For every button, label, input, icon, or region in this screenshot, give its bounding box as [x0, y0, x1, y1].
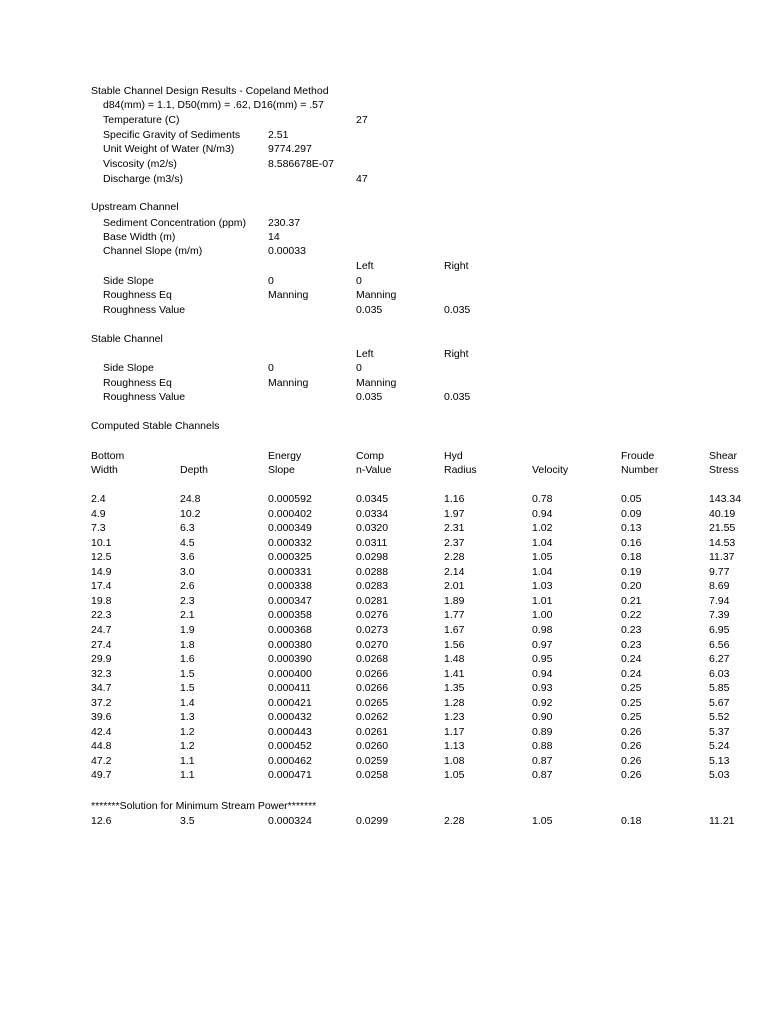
cell-velocity: 0.78: [532, 493, 553, 505]
solution-cell-bottom-width: 12.6: [91, 815, 112, 827]
viscosity-label: Viscosity (m2/s): [103, 158, 177, 170]
cell-hyd-radius: 1.13: [444, 740, 465, 752]
cell-comp-n-value: 0.0258: [356, 769, 389, 781]
solution-heading: *******Solution for Minimum Stream Power*******: [91, 800, 317, 812]
sediment-concentration-label: Sediment Concentration (ppm): [103, 217, 246, 229]
cell-velocity: 1.05: [532, 551, 553, 563]
cell-froude-number: 0.21: [621, 595, 642, 607]
upstream-roughness-value-label: Roughness Value: [103, 304, 186, 316]
cell-hyd-radius: 2.31: [444, 522, 465, 534]
col-header-hyd: Hyd: [444, 450, 463, 462]
cell-shear-stress: 21.55: [709, 522, 736, 534]
upstream-side-slope-left: 0: [356, 275, 362, 287]
cell-velocity: 1.02: [532, 522, 553, 534]
stable-right-header: Right: [444, 348, 469, 360]
cell-velocity: 0.95: [532, 653, 553, 665]
cell-depth: 1.1: [180, 769, 195, 781]
cell-shear-stress: 5.37: [709, 726, 730, 738]
cell-comp-n-value: 0.0260: [356, 740, 389, 752]
stable-side-slope-center: 0: [268, 362, 274, 374]
cell-hyd-radius: 1.35: [444, 682, 465, 694]
cell-hyd-radius: 1.97: [444, 508, 465, 520]
cell-bottom-width: 2.4: [91, 493, 106, 505]
upstream-roughness-eq-center: Manning: [268, 289, 309, 301]
cell-comp-n-value: 0.0288: [356, 566, 389, 578]
cell-velocity: 0.89: [532, 726, 553, 738]
upstream-heading: Upstream Channel: [91, 201, 179, 213]
cell-bottom-width: 44.8: [91, 740, 112, 752]
stable-roughness-eq-center: Manning: [268, 377, 309, 389]
cell-shear-stress: 5.03: [709, 769, 730, 781]
cell-comp-n-value: 0.0270: [356, 639, 389, 651]
stable-roughness-eq-left: Manning: [356, 377, 397, 389]
stable-roughness-value-left: 0.035: [356, 391, 383, 403]
cell-shear-stress: 40.19: [709, 508, 736, 520]
unit-weight-value: 9774.297: [268, 143, 312, 155]
cell-froude-number: 0.18: [621, 551, 642, 563]
upstream-side-slope-center: 0: [268, 275, 274, 287]
cell-shear-stress: 5.52: [709, 711, 730, 723]
solution-cell-hyd-radius: 2.28: [444, 815, 465, 827]
channel-slope-label: Channel Slope (m/m): [103, 245, 203, 257]
cell-bottom-width: 19.8: [91, 595, 112, 607]
cell-bottom-width: 29.9: [91, 653, 112, 665]
cell-depth: 2.6: [180, 580, 195, 592]
cell-bottom-width: 22.3: [91, 609, 112, 621]
cell-comp-n-value: 0.0276: [356, 609, 389, 621]
cell-hyd-radius: 1.67: [444, 624, 465, 636]
cell-bottom-width: 7.3: [91, 522, 106, 534]
cell-froude-number: 0.26: [621, 726, 642, 738]
stable-roughness-value-right: 0.035: [444, 391, 471, 403]
cell-energy-slope: 0.000471: [268, 769, 312, 781]
cell-hyd-radius: 1.05: [444, 769, 465, 781]
temperature-label: Temperature (C): [103, 114, 180, 126]
cell-bottom-width: 27.4: [91, 639, 112, 651]
base-width-label: Base Width (m): [103, 231, 176, 243]
cell-hyd-radius: 2.37: [444, 537, 465, 549]
cell-shear-stress: 5.24: [709, 740, 730, 752]
cell-shear-stress: 8.69: [709, 580, 730, 592]
stable-roughness-eq-label: Roughness Eq: [103, 377, 172, 389]
col-header-radius: Radius: [444, 464, 477, 476]
cell-shear-stress: 143.34: [709, 493, 742, 505]
cell-depth: 6.3: [180, 522, 195, 534]
cell-hyd-radius: 1.48: [444, 653, 465, 665]
cell-froude-number: 0.25: [621, 711, 642, 723]
cell-energy-slope: 0.000402: [268, 508, 312, 520]
cell-depth: 1.1: [180, 755, 195, 767]
cell-velocity: 1.04: [532, 566, 553, 578]
cell-hyd-radius: 2.14: [444, 566, 465, 578]
cell-froude-number: 0.23: [621, 639, 642, 651]
col-header-comp: Comp: [356, 450, 385, 462]
cell-shear-stress: 9.77: [709, 566, 730, 578]
cell-froude-number: 0.24: [621, 653, 642, 665]
cell-energy-slope: 0.000400: [268, 668, 312, 680]
cell-hyd-radius: 1.16: [444, 493, 465, 505]
cell-energy-slope: 0.000338: [268, 580, 312, 592]
cell-velocity: 1.04: [532, 537, 553, 549]
cell-hyd-radius: 1.17: [444, 726, 465, 738]
cell-hyd-radius: 1.23: [444, 711, 465, 723]
cell-bottom-width: 47.2: [91, 755, 112, 767]
cell-depth: 1.6: [180, 653, 195, 665]
cell-velocity: 0.94: [532, 508, 553, 520]
cell-froude-number: 0.23: [621, 624, 642, 636]
cell-comp-n-value: 0.0273: [356, 624, 389, 636]
col-header-stress: Stress: [709, 464, 739, 476]
cell-hyd-radius: 1.56: [444, 639, 465, 651]
cell-froude-number: 0.25: [621, 682, 642, 694]
cell-comp-n-value: 0.0283: [356, 580, 389, 592]
cell-froude-number: 0.22: [621, 609, 642, 621]
col-header-depth: Depth: [180, 464, 209, 476]
stable-heading: Stable Channel: [91, 333, 163, 345]
cell-comp-n-value: 0.0281: [356, 595, 389, 607]
cell-froude-number: 0.19: [621, 566, 642, 578]
cell-hyd-radius: 1.08: [444, 755, 465, 767]
cell-shear-stress: 5.67: [709, 697, 730, 709]
viscosity-value: 8.586678E-07: [268, 158, 334, 170]
cell-depth: 1.2: [180, 726, 195, 738]
cell-comp-n-value: 0.0266: [356, 682, 389, 694]
discharge-label: Discharge (m3/s): [103, 173, 183, 185]
cell-bottom-width: 10.1: [91, 537, 112, 549]
stable-side-slope-label: Side Slope: [103, 362, 154, 374]
cell-bottom-width: 49.7: [91, 769, 112, 781]
cell-energy-slope: 0.000421: [268, 697, 312, 709]
upstream-roughness-value-right: 0.035: [444, 304, 471, 316]
cell-velocity: 0.87: [532, 769, 553, 781]
cell-bottom-width: 42.4: [91, 726, 112, 738]
cell-froude-number: 0.16: [621, 537, 642, 549]
cell-velocity: 0.90: [532, 711, 553, 723]
temperature-value: 27: [356, 114, 368, 126]
col-header-bottom: Bottom: [91, 450, 125, 462]
cell-energy-slope: 0.000592: [268, 493, 312, 505]
specific-gravity-label: Specific Gravity of Sediments: [103, 129, 241, 141]
upstream-roughness-value-left: 0.035: [356, 304, 383, 316]
cell-energy-slope: 0.000411: [268, 682, 312, 694]
cell-froude-number: 0.24: [621, 668, 642, 680]
cell-froude-number: 0.05: [621, 493, 642, 505]
cell-depth: 3.6: [180, 551, 195, 563]
stable-roughness-value-label: Roughness Value: [103, 391, 186, 403]
sediment-concentration-value: 230.37: [268, 217, 301, 229]
cell-hyd-radius: 2.28: [444, 551, 465, 563]
cell-comp-n-value: 0.0320: [356, 522, 389, 534]
cell-comp-n-value: 0.0345: [356, 493, 389, 505]
discharge-value: 47: [356, 173, 368, 185]
cell-depth: 1.4: [180, 697, 195, 709]
cell-energy-slope: 0.000331: [268, 566, 312, 578]
cell-velocity: 1.00: [532, 609, 553, 621]
cell-depth: 1.5: [180, 682, 195, 694]
col-header-froude: Froude: [621, 450, 655, 462]
cell-depth: 1.2: [180, 740, 195, 752]
cell-energy-slope: 0.000380: [268, 639, 312, 651]
cell-bottom-width: 34.7: [91, 682, 112, 694]
cell-depth: 24.8: [180, 493, 201, 505]
cell-froude-number: 0.09: [621, 508, 642, 520]
cell-shear-stress: 7.94: [709, 595, 730, 607]
upstream-left-header: Left: [356, 260, 374, 272]
cell-froude-number: 0.26: [621, 769, 642, 781]
cell-shear-stress: 6.27: [709, 653, 730, 665]
cell-energy-slope: 0.000443: [268, 726, 312, 738]
cell-velocity: 0.88: [532, 740, 553, 752]
cell-shear-stress: 5.85: [709, 682, 730, 694]
cell-velocity: 1.01: [532, 595, 553, 607]
cell-hyd-radius: 2.01: [444, 580, 465, 592]
cell-depth: 1.5: [180, 668, 195, 680]
cell-energy-slope: 0.000368: [268, 624, 312, 636]
cell-comp-n-value: 0.0265: [356, 697, 389, 709]
cell-depth: 2.3: [180, 595, 195, 607]
channel-slope-value: 0.00033: [268, 245, 306, 257]
cell-depth: 3.0: [180, 566, 195, 578]
cell-comp-n-value: 0.0262: [356, 711, 389, 723]
cell-shear-stress: 5.13: [709, 755, 730, 767]
cell-velocity: 0.98: [532, 624, 553, 636]
computed-heading: Computed Stable Channels: [91, 420, 220, 432]
stable-side-slope-left: 0: [356, 362, 362, 374]
col-header-energy: Energy: [268, 450, 302, 462]
solution-cell-shear-stress: 11.21: [709, 815, 735, 827]
col-header-number: Number: [621, 464, 659, 476]
cell-hyd-radius: 1.77: [444, 609, 465, 621]
upstream-side-slope-label: Side Slope: [103, 275, 154, 287]
cell-shear-stress: 6.03: [709, 668, 730, 680]
cell-hyd-radius: 1.89: [444, 595, 465, 607]
cell-shear-stress: 14.53: [709, 537, 736, 549]
upstream-roughness-eq-label: Roughness Eq: [103, 289, 172, 301]
cell-energy-slope: 0.000349: [268, 522, 312, 534]
cell-energy-slope: 0.000332: [268, 537, 312, 549]
col-header-velocity: Velocity: [532, 464, 569, 476]
cell-comp-n-value: 0.0334: [356, 508, 389, 520]
cell-velocity: 1.03: [532, 580, 553, 592]
cell-shear-stress: 11.37: [709, 551, 735, 563]
stable-left-header: Left: [356, 348, 374, 360]
col-header-width: Width: [91, 464, 118, 476]
cell-velocity: 0.94: [532, 668, 553, 680]
cell-depth: 10.2: [180, 508, 201, 520]
cell-energy-slope: 0.000358: [268, 609, 312, 621]
cell-bottom-width: 39.6: [91, 711, 112, 723]
cell-energy-slope: 0.000347: [268, 595, 312, 607]
cell-depth: 1.8: [180, 639, 195, 651]
report-title: Stable Channel Design Results - Copeland Method: [91, 85, 329, 97]
cell-velocity: 0.97: [532, 639, 553, 651]
solution-cell-froude-number: 0.18: [621, 815, 642, 827]
cell-velocity: 0.87: [532, 755, 553, 767]
cell-depth: 4.5: [180, 537, 195, 549]
cell-energy-slope: 0.000432: [268, 711, 312, 723]
cell-comp-n-value: 0.0266: [356, 668, 389, 680]
solution-cell-comp-n-value: 0.0299: [356, 815, 389, 827]
cell-froude-number: 0.26: [621, 755, 642, 767]
cell-energy-slope: 0.000462: [268, 755, 312, 767]
grain-sizes: d84(mm) = 1.1, D50(mm) = .62, D16(mm) = .57: [103, 99, 324, 111]
cell-hyd-radius: 1.41: [444, 668, 465, 680]
unit-weight-label: Unit Weight of Water (N/m3): [103, 143, 235, 155]
cell-depth: 1.3: [180, 711, 195, 723]
solution-cell-depth: 3.5: [180, 815, 195, 827]
cell-bottom-width: 24.7: [91, 624, 112, 636]
cell-bottom-width: 12.5: [91, 551, 112, 563]
cell-comp-n-value: 0.0259: [356, 755, 389, 767]
cell-bottom-width: 32.3: [91, 668, 112, 680]
upstream-roughness-eq-left: Manning: [356, 289, 397, 301]
cell-shear-stress: 6.95: [709, 624, 730, 636]
specific-gravity-value: 2.51: [268, 129, 289, 141]
cell-comp-n-value: 0.0268: [356, 653, 389, 665]
col-header-n-value: n-Value: [356, 464, 392, 476]
cell-velocity: 0.93: [532, 682, 553, 694]
cell-bottom-width: 4.9: [91, 508, 106, 520]
col-header-slope: Slope: [268, 464, 295, 476]
cell-shear-stress: 6.56: [709, 639, 730, 651]
cell-froude-number: 0.26: [621, 740, 642, 752]
base-width-value: 14: [268, 231, 280, 243]
cell-energy-slope: 0.000325: [268, 551, 312, 563]
cell-bottom-width: 17.4: [91, 580, 112, 592]
cell-shear-stress: 7.39: [709, 609, 730, 621]
cell-froude-number: 0.20: [621, 580, 642, 592]
cell-velocity: 0.92: [532, 697, 553, 709]
solution-cell-energy-slope: 0.000324: [268, 815, 312, 827]
solution-cell-velocity: 1.05: [532, 815, 553, 827]
col-header-shear: Shear: [709, 450, 738, 462]
upstream-right-header: Right: [444, 260, 469, 272]
cell-bottom-width: 14.9: [91, 566, 112, 578]
cell-froude-number: 0.25: [621, 697, 642, 709]
cell-comp-n-value: 0.0298: [356, 551, 389, 563]
cell-energy-slope: 0.000452: [268, 740, 312, 752]
cell-froude-number: 0.13: [621, 522, 642, 534]
cell-comp-n-value: 0.0261: [356, 726, 389, 738]
cell-depth: 1.9: [180, 624, 195, 636]
cell-bottom-width: 37.2: [91, 697, 112, 709]
cell-hyd-radius: 1.28: [444, 697, 465, 709]
cell-depth: 2.1: [180, 609, 195, 621]
cell-energy-slope: 0.000390: [268, 653, 312, 665]
cell-comp-n-value: 0.0311: [356, 537, 388, 549]
